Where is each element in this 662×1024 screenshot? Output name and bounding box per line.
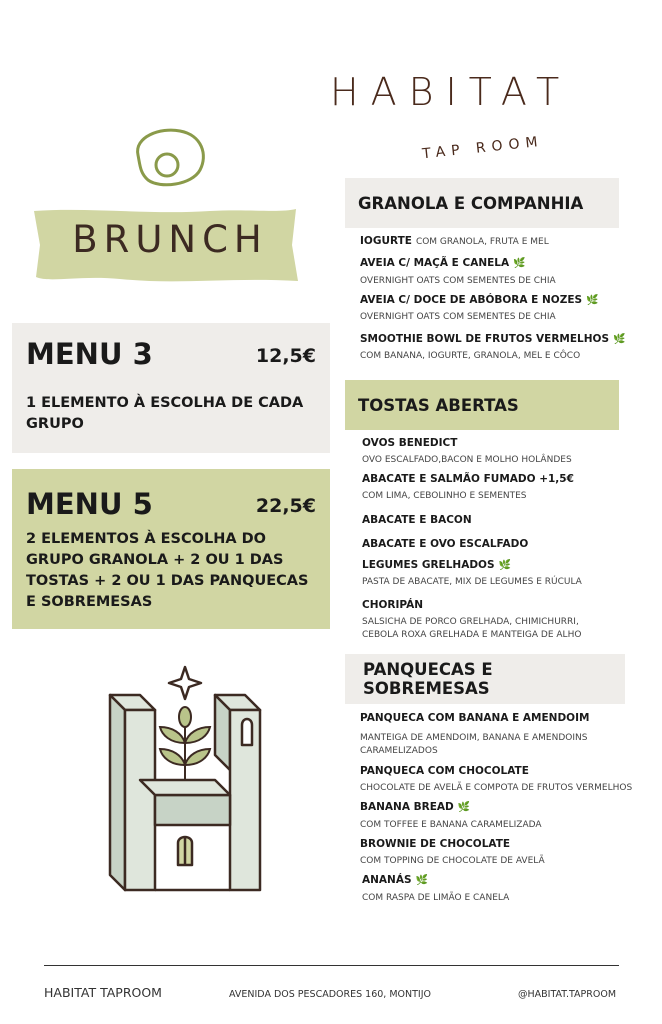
page-title: BRUNCH	[72, 218, 268, 261]
leaf-icon: 🌿	[415, 875, 428, 886]
menu-3-card	[12, 323, 330, 453]
section-panquecas-header: PANQUECAS E SOBREMESAS	[345, 654, 625, 704]
menu-item-description: COM RASPA DE LIMÃO E CANELA	[362, 893, 510, 903]
leaf-icon: 🌿	[457, 802, 471, 813]
leaf-icon: 🌿	[498, 560, 511, 571]
menu-item-name: ANANÁS 🌿	[362, 874, 428, 886]
menu-item-name: OVOS BENEDICT	[362, 437, 458, 449]
menu-5-card	[12, 469, 330, 629]
menu-item-description: MANTEIGA DE AMENDOIM, BANANA E AMENDOINS CARAMELIZADOS	[360, 733, 588, 756]
menu-title: MENU 5	[26, 487, 153, 521]
menu-item-name: IOGURTE COM GRANOLA, FRUTA E MEL	[360, 235, 549, 247]
menu-item-description: PASTA DE ABACATE, MIX DE LEGUMES E RÚCULA	[362, 577, 582, 587]
section-granola-header: GRANOLA E COMPANHIA	[345, 178, 619, 228]
menu-item-description: COM TOPPING DE CHOCOLATE DE AVELÃ	[360, 856, 545, 866]
footer-divider	[44, 965, 619, 966]
habitat-h-logo	[100, 665, 270, 905]
menu-item-name: ABACATE E OVO ESCALFADO	[362, 538, 529, 550]
menu-description: 2 ELEMENTOS À ESCOLHA DO GRUPO GRANOLA + 2 OU 1 DAS TOSTAS + 2 OU 1 DAS PANQUECAS E SOBREMESAS	[26, 531, 309, 610]
menu-title: MENU 3	[26, 337, 153, 371]
menu-item-description: COM LIMA, CEBOLINHO E SEMENTES	[362, 491, 527, 501]
menu-price: 22,5€	[255, 495, 316, 517]
menu-item-name: BANANA BREAD 🌿	[360, 801, 471, 813]
footer-social[interactable]: @HABITAT.TAPROOM	[518, 989, 617, 1000]
brand-subtitle: TAP ROOM	[421, 133, 545, 163]
menu-item-name: PANQUECA COM BANANA E AMENDOIM	[360, 712, 590, 724]
menu-item-name: SMOOTHIE BOWL DE FRUTOS VERMELHOS 🌿	[360, 333, 626, 345]
menu-item-description: SALSICHA DE PORCO GRELHADA, CHIMICHURRI, CEBOLA ROXA GRELHADA E MANTEIGA DE ALHO	[362, 617, 582, 640]
menu-item-name: AVEIA C/ DOCE DE ABÓBORA E NOZES 🌿	[360, 294, 599, 306]
footer-address: AVENIDA DOS PESCADORES 160, MONTIJO	[229, 989, 431, 1000]
menu-item-description: OVERNIGHT OATS COM SEMENTES DE CHIA	[360, 276, 556, 286]
leaf-icon: 🌿	[513, 258, 526, 269]
menu-item-description: COM GRANOLA, FRUTA E MEL	[415, 237, 549, 247]
menu-item-name: BROWNIE DE CHOCOLATE	[360, 838, 511, 850]
menu-item-name: CHORIPÁN	[362, 599, 424, 611]
menu-item-name: ABACATE E SALMÃO FUMADO +1,5€	[362, 473, 574, 485]
menu-price: 12,5€	[255, 345, 316, 367]
menu-item-description: CHOCOLATE DE AVELÃ E COMPOTA DE FRUTOS VERMELHOS	[360, 783, 633, 793]
leaf-icon: 🌿	[586, 295, 599, 306]
menu-description: 1 ELEMENTO À ESCOLHA DE CADA GRUPO	[26, 395, 304, 432]
brand-name: HABITAT	[330, 70, 572, 114]
footer-name: HABITAT TAPROOM	[44, 985, 162, 1000]
menu-item-description: COM BANANA, IOGURTE, GRANOLA, MEL E CÔCO	[360, 351, 581, 361]
menu-item-name: AVEIA C/ MAÇÃ E CANELA 🌿	[360, 257, 526, 269]
menu-item-description: OVO ESCALFADO,BACON E MOLHO HOLÂNDES	[362, 455, 572, 465]
menu-item-name: PANQUECA COM CHOCOLATE	[360, 765, 529, 777]
menu-item-description: OVERNIGHT OATS COM SEMENTES DE CHIA	[360, 312, 556, 322]
menu-item-name: LEGUMES GRELHADOS 🌿	[362, 559, 511, 571]
menu-item-description: COM TOFFEE E BANANA CARAMELIZADA	[360, 820, 542, 830]
leaf-icon: 🌿	[613, 334, 626, 345]
menu-item-name: ABACATE E BACON	[362, 514, 472, 526]
egg-icon	[130, 125, 210, 190]
section-tostas-header: TOSTAS ABERTAS	[345, 380, 619, 430]
